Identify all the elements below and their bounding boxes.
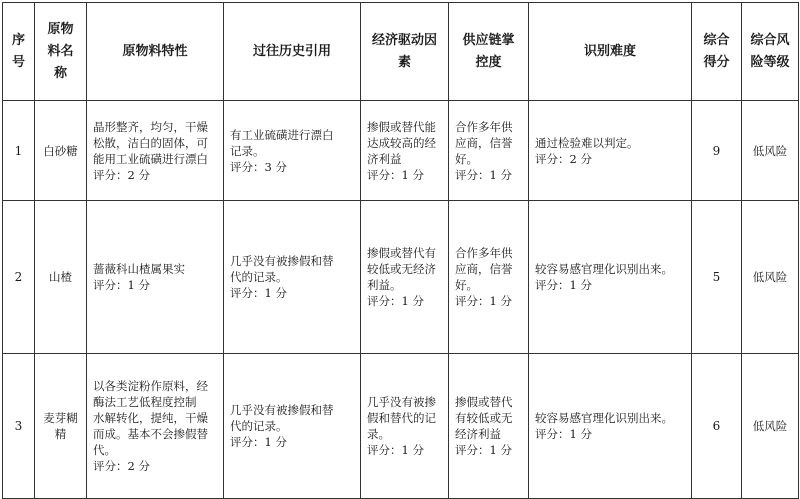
table-row — [3, 101, 799, 201]
cell-name: 麦芽糊 精 — [35, 354, 87, 499]
header-score: 综合 得分 — [692, 3, 742, 101]
header-difficulty: 识别难度 — [529, 3, 692, 101]
cell-score: 5 — [692, 201, 742, 354]
header-property: 原物料特性 — [87, 3, 224, 101]
cell-risk: 低风险 — [742, 101, 799, 201]
cell-name: 白砂糖 — [35, 101, 87, 201]
cell-score: 6 — [692, 354, 742, 499]
header-supply: 供应链掌 控度 — [449, 3, 529, 101]
cell-index: 3 — [3, 354, 35, 499]
cell-property: 蔷薇科山楂属果实 评分：1 分 — [87, 201, 224, 354]
cell-property: 晶形整齐，均匀，干燥 松散，洁白的固体，可 能用工业硫磺进行漂白 评分：2 分 — [87, 101, 224, 201]
cell-supply: 合作多年供 应商，信誉 好。 评分：1 分 — [449, 201, 529, 354]
cell-difficulty: 通过检验难以判定。 评分：2 分 — [529, 101, 692, 201]
table-row — [3, 201, 799, 354]
cell-property: 以各类淀粉作原料，经 酶法工艺低程度控制 水解转化，提纯，干燥 而成。基本不会掺假替 代。 评分：2 分 — [87, 354, 224, 499]
raw-material-risk-table — [2, 2, 799, 499]
header-index: 序 号 — [3, 3, 35, 101]
cell-history: 几乎没有被掺假和替 代的记录。 评分：1 分 — [224, 201, 361, 354]
cell-score: 9 — [692, 101, 742, 201]
cell-risk: 低风险 — [742, 354, 799, 499]
header-name: 原物 料名 称 — [35, 3, 87, 101]
cell-supply: 掺假或替代 有较低或无 经济利益 评分：1 分 — [449, 354, 529, 499]
cell-history: 几乎没有被掺假和替 代的记录。 评分：1 分 — [224, 354, 361, 499]
cell-economic: 掺假或替代能 达成较高的经 济利益 评分：1 分 — [361, 101, 449, 201]
cell-difficulty: 较容易感官理化识别出来。 评分：1 分 — [529, 201, 692, 354]
cell-difficulty: 较容易感官理化识别出来。 评分：1 分 — [529, 354, 692, 499]
cell-name: 山楂 — [35, 201, 87, 354]
cell-supply: 合作多年供 应商，信誉 好。 评分：1 分 — [449, 101, 529, 201]
header-economic: 经济驱动因 素 — [361, 3, 449, 101]
header-history: 过往历史引用 — [224, 3, 361, 101]
table-row — [3, 354, 799, 499]
cell-risk: 低风险 — [742, 201, 799, 354]
cell-index: 1 — [3, 101, 35, 201]
header-risk: 综合风 险等级 — [742, 3, 799, 101]
header-row — [3, 3, 799, 101]
cell-economic: 掺假或替代有 较低或无经济 利益。 评分：1 分 — [361, 201, 449, 354]
cell-history: 有工业硫磺进行漂白 记录。 评分：3 分 — [224, 101, 361, 201]
cell-index: 2 — [3, 201, 35, 354]
cell-economic: 几乎没有被掺 假和替代的记 录。 评分：1 分 — [361, 354, 449, 499]
